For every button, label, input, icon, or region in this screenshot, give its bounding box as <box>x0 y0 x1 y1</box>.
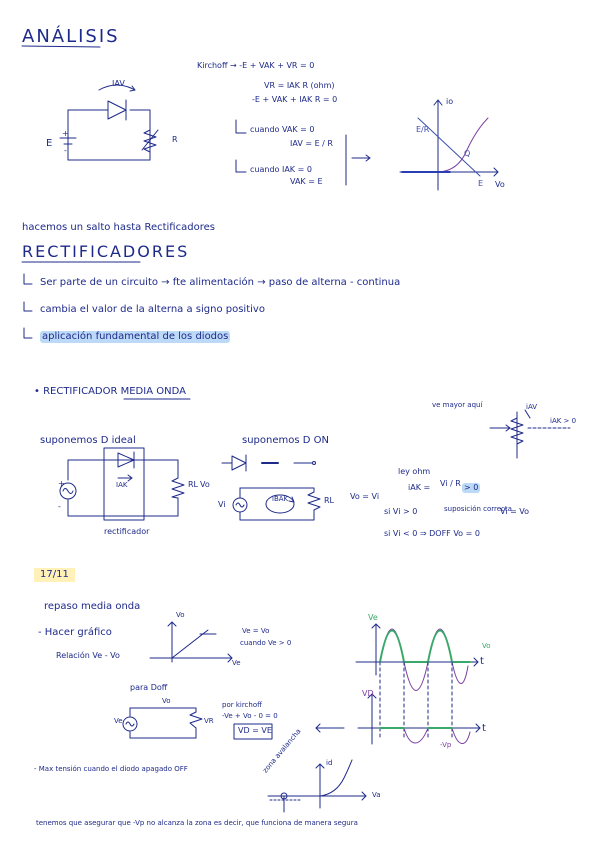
case-vak-zero: cuando VAK = 0 <box>250 125 315 134</box>
va-label: Va <box>372 791 381 799</box>
cuando-ve-gt0: cuando Ve > 0 <box>240 639 292 647</box>
annot-ve-mayor: ve mayor aquí <box>432 401 483 409</box>
iak-eq: iAK = <box>408 483 431 492</box>
case-iak-result: VAK = E <box>290 177 323 186</box>
cond-negative: si Vi < 0 ⇒ DOFF Vo = 0 <box>384 529 480 538</box>
bullet-2: cambia el valor de la alterna a signo positivo <box>40 304 265 315</box>
repaso-title: repaso media onda <box>44 601 141 612</box>
graph-y-label: io <box>446 97 454 106</box>
ley-ohm: ley ohm <box>398 467 431 476</box>
wave-vd-label: VD <box>362 689 374 698</box>
minus-sign: - <box>64 146 67 155</box>
circuit-doff <box>123 708 202 738</box>
wave-ve-label: Ve <box>368 613 378 622</box>
graph-avalanche <box>268 760 366 812</box>
wave-t-label: t <box>480 656 484 667</box>
waveform-ve-vo <box>356 624 478 691</box>
graph-io-vo <box>400 97 498 190</box>
bullet-3-highlighted: aplicación fundamental de los diodos <box>42 331 229 342</box>
e-over-r: E/R <box>416 125 430 134</box>
plus-sign: + <box>62 129 69 138</box>
kirchoff-line-1: Kirchoff → -E + VAK + VR = 0 <box>197 61 315 70</box>
kirchoff-line-2: VR = IAK R (ohm) <box>264 81 335 90</box>
kirchoff-eq: -Ve + Vo - 0 = 0 <box>222 712 278 720</box>
half-wave-title: • RECTIFICADOR MEDIA ONDA <box>34 386 186 397</box>
rl-label-2: RL <box>324 496 335 505</box>
para-doff: para Doff <box>130 683 168 692</box>
src-plus: + <box>58 479 65 488</box>
graph-ve-vo <box>150 622 232 662</box>
iav-label: IAV <box>112 79 125 88</box>
max-tension-note: - Max tensión cuando el diodo apagado OFF <box>34 765 188 773</box>
half-wave-circuit-on <box>222 455 320 520</box>
cond-positive: si Vi > 0 <box>384 507 418 516</box>
graph2-vo: Vo <box>176 611 185 619</box>
graph-x-label: Vo <box>495 180 505 189</box>
suponemos-on: suponemos D ON <box>242 435 329 446</box>
circuit-diagram-1 <box>60 85 158 160</box>
hacer-grafico: - Hacer gráfico <box>38 627 112 638</box>
vo-label: Vo <box>200 480 210 489</box>
source-e-label: E <box>46 138 53 149</box>
vi-label: Vi <box>218 500 226 509</box>
boxed-result: VD = VE <box>238 726 272 735</box>
case-iak-zero: cuando IAK = 0 <box>250 165 312 174</box>
intro-line: hacemos un salto hasta Rectificadores <box>22 222 215 233</box>
graph2-ve: Ve <box>232 659 241 667</box>
wave-vp-label: -Vp <box>440 741 452 749</box>
resistor-r-label: R <box>172 135 178 144</box>
por-kirchoff: por kirchoff <box>222 701 262 709</box>
graph-e: E <box>478 179 484 188</box>
iak-label: IAK <box>116 481 128 489</box>
vo-eq-vi: Vo = Vi <box>350 492 380 501</box>
kirchoff-line-3: -E + VAK + IAK R = 0 <box>252 95 338 104</box>
rl-label: RL <box>188 480 199 489</box>
relacion-label: Relación Ve - Vo <box>56 651 120 660</box>
wave-vo-label: Vo <box>482 642 491 650</box>
vi-eq-vo: Vi = Vo <box>500 507 530 516</box>
date-badge: 17/11 <box>34 568 75 582</box>
footer-note: tenemos que asegurar que -Vp no alcanza la zona es decir, que funciona de manera segura <box>36 819 358 827</box>
suposicion-correcta: suposición correcta <box>444 505 512 513</box>
suponemos-ideal: suponemos D ideal <box>40 435 136 446</box>
q-point: Q <box>464 149 471 158</box>
src-minus: - <box>58 502 61 511</box>
gt-zero: > 0 <box>464 483 479 492</box>
ibak-label: iBAK <box>272 495 289 503</box>
doff-vo: Vo <box>162 697 171 705</box>
rectificador-label: rectificador <box>104 527 150 536</box>
section-title-rectificadores: RECTIFICADORES <box>22 242 190 261</box>
bullet-1: Ser parte de un circuito → fte alimentación → paso de alterna - continua <box>40 277 401 288</box>
id-label: id <box>326 759 333 767</box>
doff-vr: VR <box>204 717 214 725</box>
doff-ve: Ve <box>114 717 123 725</box>
vi-over-r: Vi / R <box>440 479 461 488</box>
annot-iav: iAV <box>526 403 538 411</box>
wave-t-label-2: t <box>482 723 486 734</box>
zona-avalancha: zona avalancha <box>261 727 303 775</box>
ve-eq-vo: Ve = Vo <box>242 627 270 635</box>
case-vak-result: IAV = E / R <box>290 139 333 148</box>
page-title: ANÁLISIS <box>22 26 120 47</box>
annot-iak-gt0: iAK > 0 <box>550 417 577 425</box>
